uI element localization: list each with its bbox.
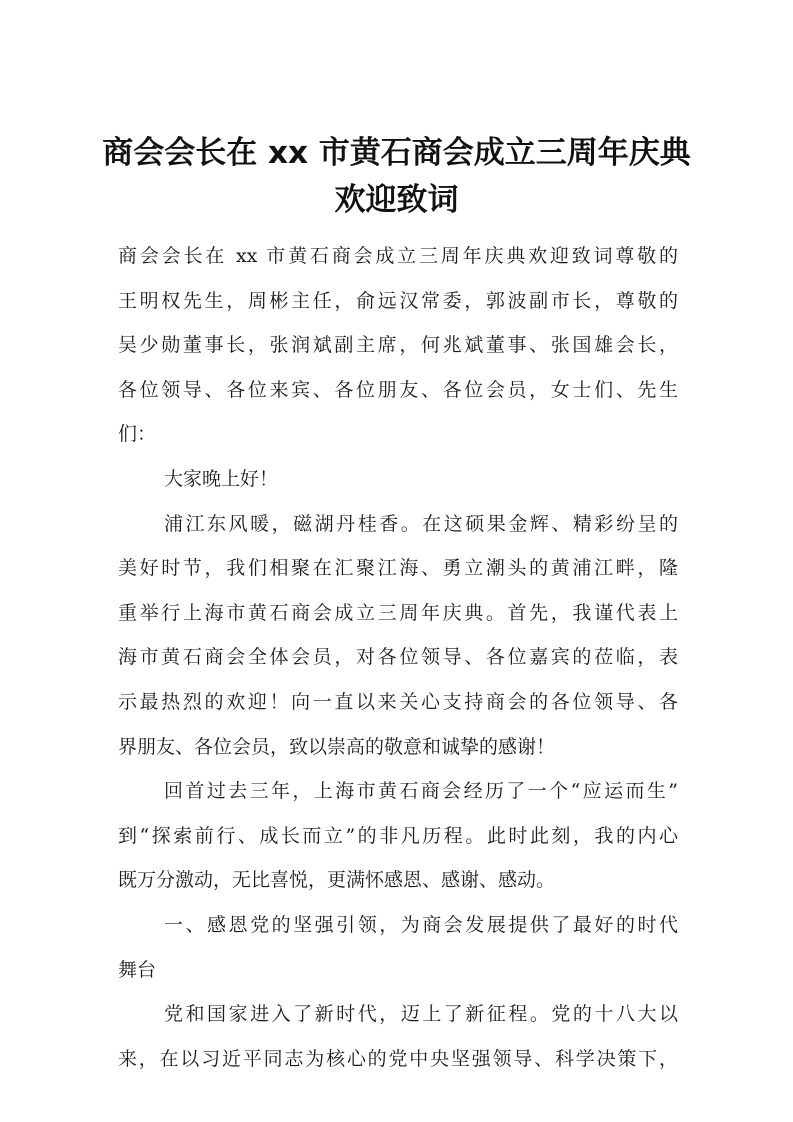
text-line: 重举行上海市黄石商会成立三周年庆典。首先，我谨代表上 (118, 601, 678, 624)
text-line: 海市黄石商会全体会员，对各位领导、各位嘉宾的莅临，表 (118, 646, 678, 669)
body-text (118, 234, 678, 1081)
text-line: 浦江东风暖，磁湖丹桂香。在这硕果金辉、精彩纷呈的 (164, 512, 678, 535)
text-line: 回首过去三年，上海市黄石商会经历了一个“应运而生” (164, 780, 678, 803)
text-line: 大家晚上好！ (164, 467, 279, 490)
text-line: 既万分激动，无比喜悦，更满怀感恩、感谢、感动。 (118, 869, 556, 892)
text-line: 来，在以习近平同志为核心的党中央坚强领导、科学决策下， (118, 1047, 678, 1070)
text-line: 王明权先生，周彬主任，俞远汉常委，郭波副市长，尊敬的 (118, 289, 678, 312)
title-line-2: 欢迎致词 (334, 182, 459, 218)
text-line: 示最热烈的欢迎！向一直以来关心支持商会的各位领导、各 (118, 690, 678, 713)
title-line-1: 商会会长在 xx 市黄石商会成立三周年庆典 (102, 135, 691, 171)
text-line: 一、感恩党的坚强引领，为商会发展提供了最好的时代 (164, 913, 678, 936)
text-line: 到“探索前行、成长而立”的非凡历程。此时此刻，我的内心 (118, 824, 678, 847)
text-line: 们： (118, 423, 157, 446)
text-line: 美好时节，我们相聚在汇聚江海、勇立潮头的黄浦江畔，隆 (118, 557, 678, 580)
text-line: 吴少勋董事长，张润斌副主席，何兆斌董事、张国雄会长， (118, 334, 678, 357)
text-line: 各位领导、各位来宾、各位朋友、各位会员，女士们、先生 (118, 378, 678, 401)
text-line: 党和国家进入了新时代，迈上了新征程。党的十八大以 (164, 1003, 678, 1026)
text-line: 界朋友、各位会员，致以崇高的敬意和诚挚的感谢！ (118, 735, 556, 758)
text-line: 商会会长在 xx 市黄石商会成立三周年庆典欢迎致词尊敬的 (118, 245, 678, 267)
text-line: 舞台 (118, 958, 157, 981)
